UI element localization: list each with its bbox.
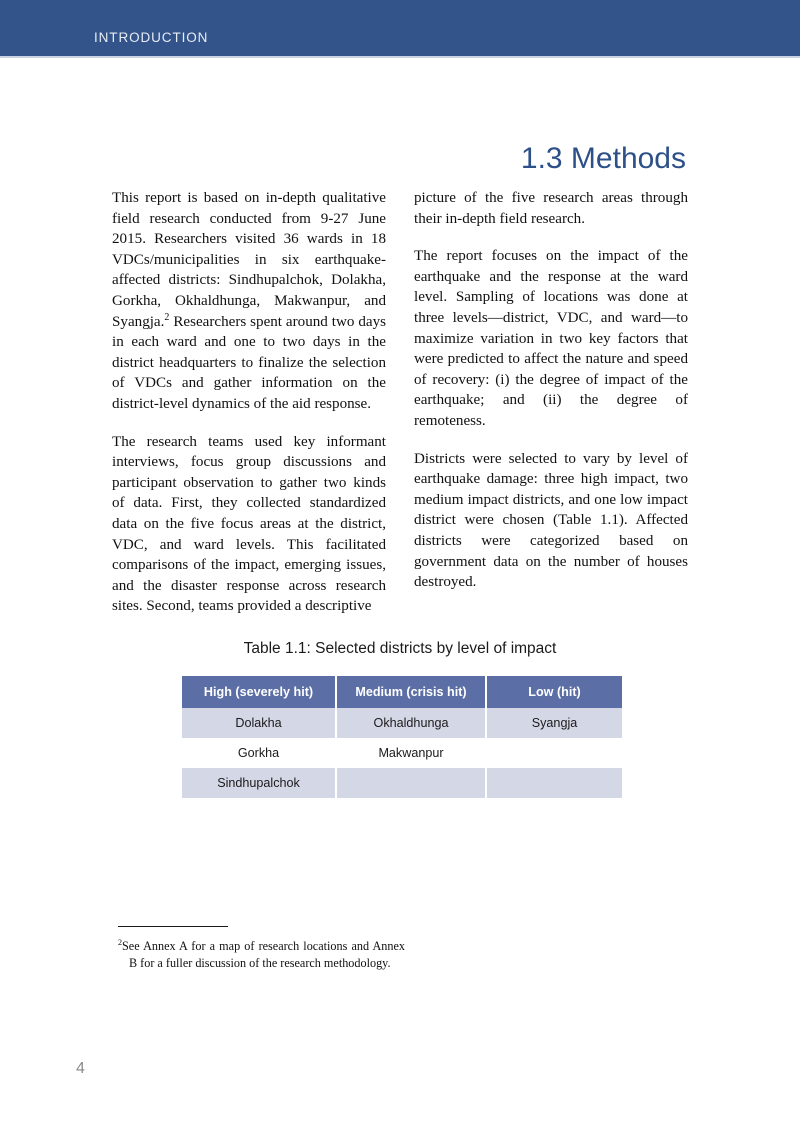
page-title: 1.3 Methods	[520, 142, 686, 176]
table-cell: Sindhupalchok	[182, 768, 335, 798]
table-row	[182, 768, 622, 798]
table-header-row	[182, 676, 622, 708]
selected-districts-table	[180, 676, 624, 798]
table-cell	[337, 768, 485, 798]
left-column	[112, 188, 386, 617]
table-cell	[487, 768, 622, 798]
page-header-band	[0, 0, 800, 56]
table-column-header: Low (hit)	[487, 676, 622, 708]
footnote-text: See Annex A for a map of research locations and Annex B for a fuller discussion of the research methodology.	[122, 939, 405, 970]
table-cell: Syangja	[487, 708, 622, 738]
paragraph	[112, 188, 386, 415]
paragraph: picture of the five research areas through their in-depth field research.	[414, 190, 688, 227]
table-cell: Dolakha	[182, 708, 335, 738]
table-row	[182, 708, 622, 738]
table-caption: Table 1.1: Selected districts by level of impact	[243, 640, 557, 657]
table-cell: Makwanpur	[337, 738, 485, 768]
footnote-separator-rule	[118, 926, 228, 927]
page-number: 4	[76, 1060, 85, 1077]
body-columns	[112, 188, 688, 617]
table-column-header: Medium (crisis hit)	[337, 676, 485, 708]
table-cell	[487, 738, 622, 768]
table-cell: Okhaldhunga	[337, 708, 485, 738]
table-cell: Gorkha	[182, 738, 335, 768]
paragraph: The report focuses on the impact of the earthquake and the response at the ward level. Sampling of locations was done at three levels—district, VDC, and ward—to maximize variation in two key factors that were predicted to affect the nature and speed of recovery: (i) the degree of impact of the earthquake; and (ii) the degree of remoteness.	[414, 248, 688, 429]
page-header-rule	[0, 56, 800, 58]
running-header-title: INTRODUCTION	[94, 30, 209, 45]
paragraph-text: This report is based on in-depth qualitative field research conducted from 9-27 June 2015. Researchers visited 36 wards in 18 VDCs/municipalities in six earthquake-affected districts: Sindhupalchok, Dolakha, Gorkha, Okhaldhunga, Makwanpur, and Syangja.	[112, 190, 386, 330]
paragraph-text-tail: Researchers spent around two days in each ward and one to two days in the district headquarters to finalize the selection of VDCs and gather information on the district-level dynamics of the aid response.	[112, 313, 386, 412]
table-column-header: High (severely hit)	[182, 676, 335, 708]
table-row	[182, 738, 622, 768]
footnote-marker: 2	[118, 937, 123, 947]
paragraph: The research teams used key informant interviews, focus group discussions and participant observation to gather two kinds of data. First, they collected standardized data on the five focus areas at the district, VDC, and ward levels. This facilitated comparisons of the impact, emerging issues, and the disaster response across research sites. Second, teams provided a descriptive	[112, 433, 386, 615]
footnote	[118, 938, 405, 971]
footnote-marker-inline: 2	[164, 311, 170, 323]
right-column	[414, 188, 688, 617]
paragraph: Districts were selected to vary by level of earthquake damage: three high impact, two medium impact districts, and one low impact district were chosen (Table 1.1). Affected districts were categorized based on government data on the number of houses destroyed.	[414, 450, 688, 591]
